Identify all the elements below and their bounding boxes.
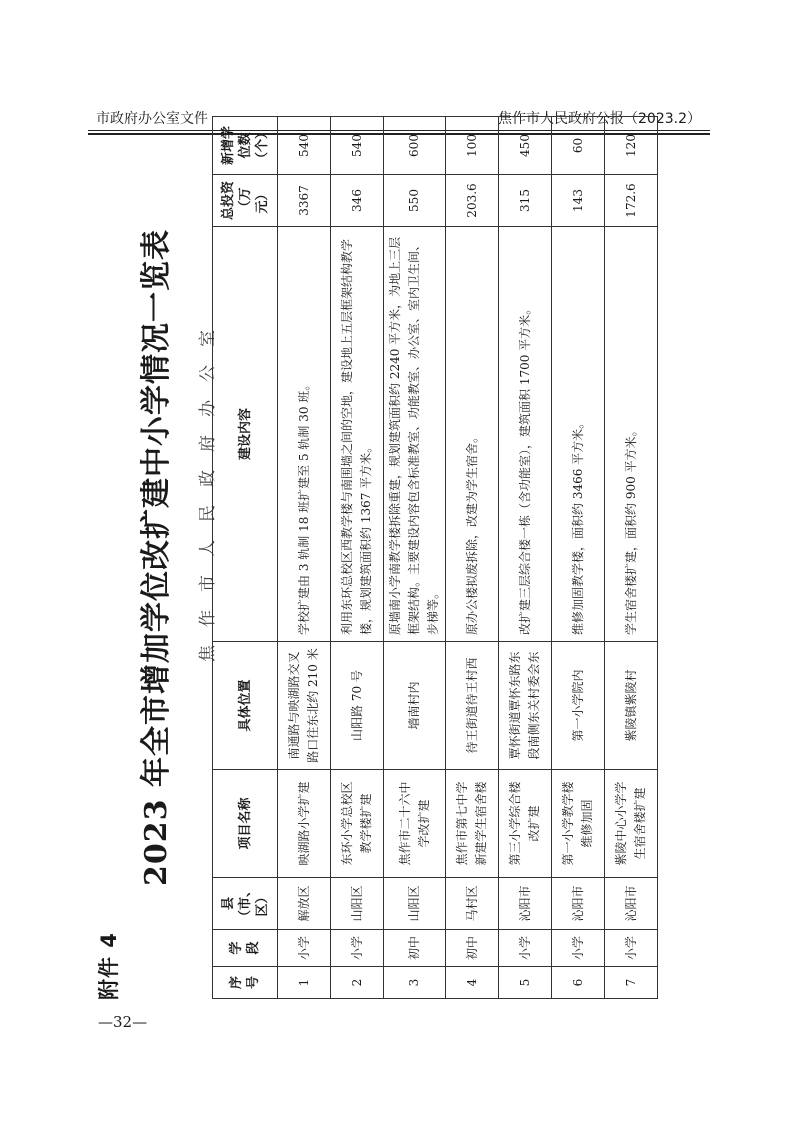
cell-location: 覃怀街道覃怀东路东段南侧东关村委会东 [499, 642, 552, 770]
cell-project: 焦作市第七中学新建学生宿舍楼 [446, 770, 499, 878]
cell-project: 第三小学综合楼改扩建 [499, 770, 552, 878]
cell-content: 维修加固教学楼，面积约 3466 平方米。 [552, 227, 605, 642]
cell-content: 学生宿舍楼扩建，面积约 900 平方米。 [605, 227, 658, 642]
cell-location: 墙南村内 [384, 642, 446, 770]
watermark: 焦作市人民政府办公室 [198, 312, 218, 662]
table-row [605, 117, 658, 999]
cell-investment: 143 [552, 175, 605, 227]
cell-index: 4 [446, 967, 499, 999]
cell-investment: 172.6 [605, 175, 658, 227]
header-cell: 项目名称 [213, 770, 278, 878]
table-row [331, 117, 384, 999]
cell-district: 沁阳市 [552, 878, 605, 930]
table-row [499, 117, 552, 999]
cell-stage: 小学 [278, 930, 331, 967]
cell-content: 原办公楼拟废拆除，改建为学生宿舍。 [446, 227, 499, 642]
cell-stage: 小学 [331, 930, 384, 967]
table-row [552, 117, 605, 999]
header-cell: 建设内容 [213, 227, 278, 642]
header-right: 焦作市人民政府公报（2023.2） [498, 111, 701, 127]
school-projects-table [212, 116, 658, 999]
cell-project: 映湖路小学扩建 [278, 770, 331, 878]
cell-stage: 小学 [499, 930, 552, 967]
page-number: —32— [98, 1013, 148, 1031]
cell-investment: 346 [331, 175, 384, 227]
header-cell: 县（市、区） [213, 878, 278, 930]
header-cell: 具体位置 [213, 642, 278, 770]
cell-location: 紫陵镇紫陵村 [605, 642, 658, 770]
cell-seats: 450 [499, 117, 552, 175]
annex-label: 附件 4 [97, 932, 121, 1000]
cell-location: 山阳路 70 号 [331, 642, 384, 770]
cell-stage: 初中 [446, 930, 499, 967]
cell-seats: 100 [446, 117, 499, 175]
header-left: 市政府办公室文件 [96, 111, 208, 127]
cell-project: 焦作市二十六中学改扩建 [384, 770, 446, 878]
header-cell: 总投资（万元） [213, 175, 278, 227]
cell-stage: 小学 [552, 930, 605, 967]
cell-seats: 120 [605, 117, 658, 175]
cell-district: 沁阳市 [499, 878, 552, 930]
cell-seats: 540 [331, 117, 384, 175]
cell-project: 紫陵中心小学学生宿舍楼扩建 [605, 770, 658, 878]
rotated-page-content [93, 115, 650, 1000]
cell-investment: 3367 [278, 175, 331, 227]
cell-content: 学校扩建由 3 轨制 18 班扩建至 5 轨制 30 班。 [278, 227, 331, 642]
table-row [278, 117, 331, 999]
cell-stage: 初中 [384, 930, 446, 967]
table-row [384, 117, 446, 999]
header-cell: 新增学位数（个） [213, 117, 278, 175]
cell-index: 3 [384, 967, 446, 999]
cell-investment: 315 [499, 175, 552, 227]
cell-investment: 550 [384, 175, 446, 227]
table-row [446, 117, 499, 999]
cell-location: 第一小学院内 [552, 642, 605, 770]
cell-district: 马村区 [446, 878, 499, 930]
cell-district: 沁阳市 [605, 878, 658, 930]
document-title: 2023 年全市增加学位改扩建中小学情况一览表 [139, 229, 174, 886]
cell-district: 山阳区 [331, 878, 384, 930]
cell-district: 山阳区 [384, 878, 446, 930]
cell-index: 5 [499, 967, 552, 999]
cell-index: 2 [331, 967, 384, 999]
header-cell: 学段 [213, 930, 278, 967]
cell-location: 南通路与映湖路交叉路口往东北约 210 米 [278, 642, 331, 770]
cell-project: 第一小学教学楼维修加固 [552, 770, 605, 878]
cell-stage: 小学 [605, 930, 658, 967]
cell-index: 1 [278, 967, 331, 999]
header-cell: 序号 [213, 967, 278, 999]
cell-index: 7 [605, 967, 658, 999]
cell-content: 原墙南小学南教学楼拆除重建，规划建筑面积约 2240 平方米，为地上三层框架结构。主要建设内容包含标准教室、功能教室、办公室、室内卫生间、步梯等。 [384, 227, 446, 642]
cell-district: 解放区 [278, 878, 331, 930]
cell-project: 东环小学总校区教学楼扩建 [331, 770, 384, 878]
cell-seats: 600 [384, 117, 446, 175]
cell-seats: 540 [278, 117, 331, 175]
cell-content: 利用东环总校区西教学楼与南围墙之间的空地，建设地上五层框架结构教学楼，规划建筑面积约 1367 平方米。 [331, 227, 384, 642]
cell-index: 6 [552, 967, 605, 999]
cell-seats: 60 [552, 117, 605, 175]
table-header-row [213, 117, 278, 999]
cell-location: 待王街道待王村西 [446, 642, 499, 770]
cell-investment: 203.6 [446, 175, 499, 227]
cell-content: 改扩建三层综合楼一栋（含功能室），建筑面积 1700 平方米。 [499, 227, 552, 642]
